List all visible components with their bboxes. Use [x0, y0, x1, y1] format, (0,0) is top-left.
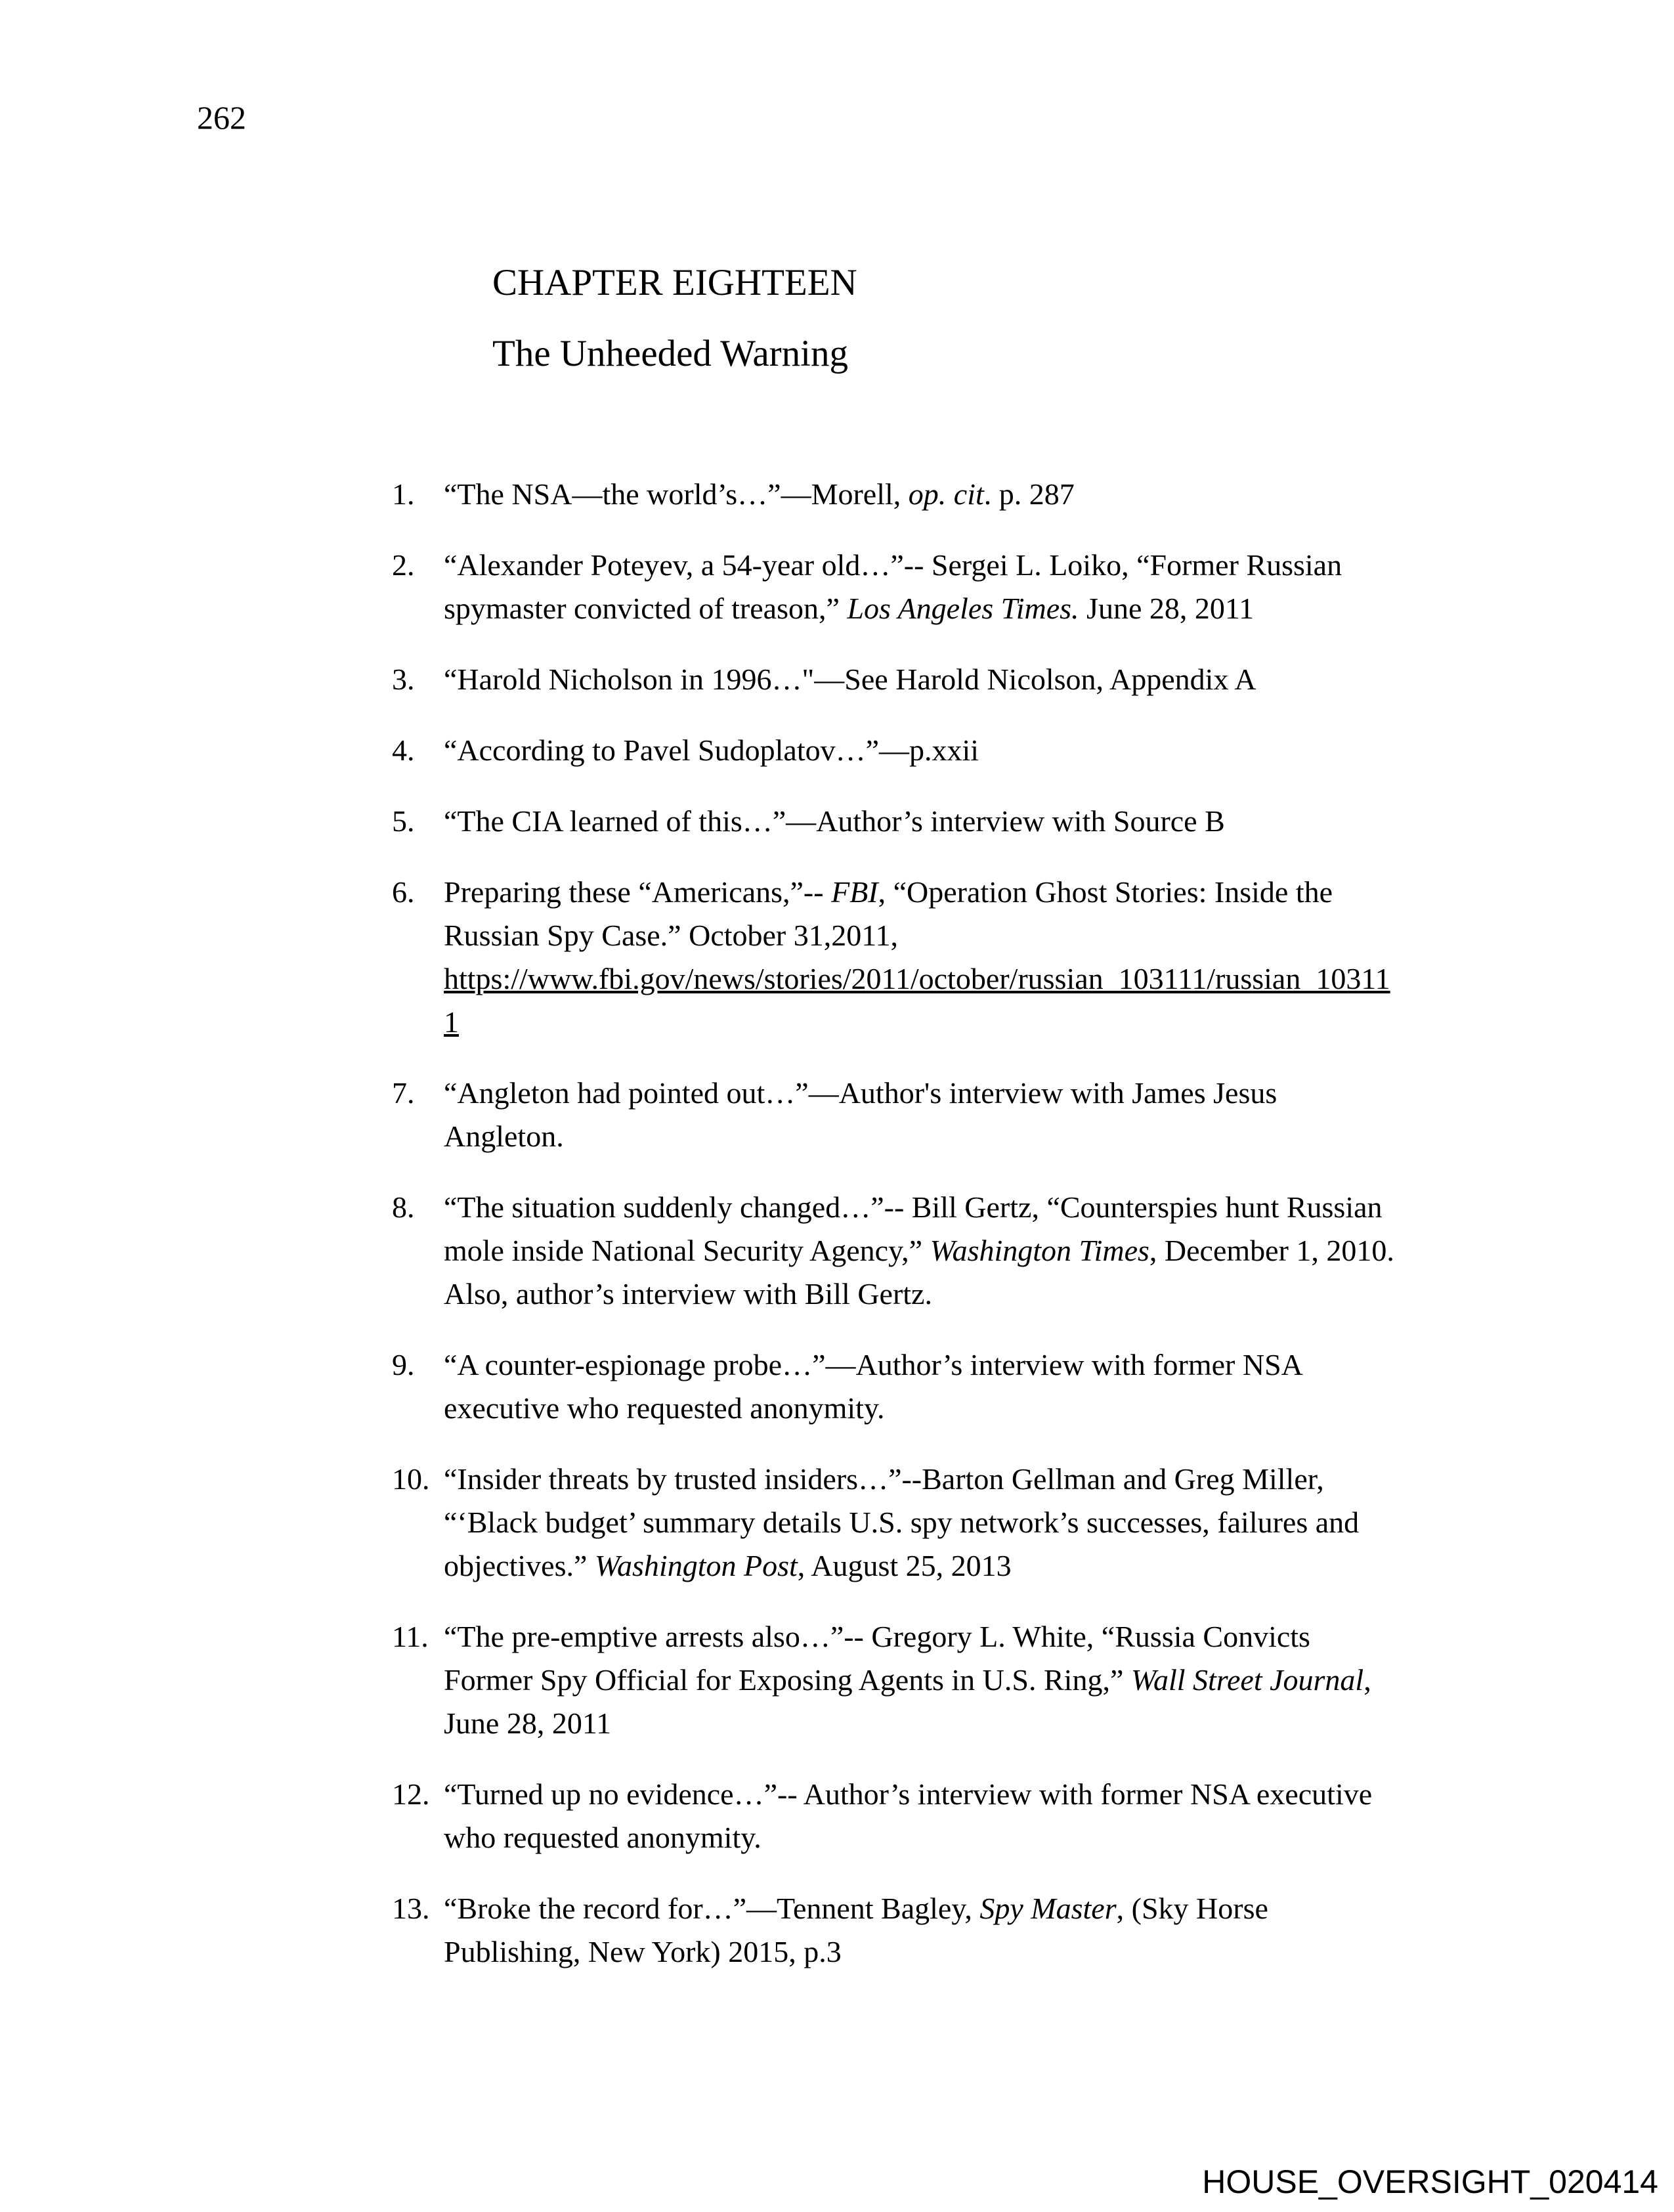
citation-item: [392, 1343, 1495, 1430]
citation-line: [444, 1387, 1495, 1430]
citation-item: [392, 473, 1495, 516]
citation-number: 9.: [392, 1348, 415, 1381]
citation-number: 6.: [392, 875, 415, 909]
citation-item: [392, 729, 1495, 772]
citation-segment: objectives.”: [444, 1549, 595, 1582]
citation-line: [444, 1930, 1495, 1974]
citation-segment: “The pre-emptive arrests also…”-- Gregory L. White, “Russia Convicts: [444, 1620, 1310, 1653]
citation-line: [444, 871, 1495, 914]
citation-number: 5.: [392, 804, 415, 838]
citation-segment: Former Spy Official for Exposing Agents in U.S. Ring,”: [444, 1663, 1131, 1697]
citation-number: 11.: [392, 1620, 429, 1653]
citation-segment: “Turned up no evidence…”-- Author’s interview with former NSA executive: [444, 1777, 1373, 1811]
chapter-heading: CHAPTER EIGHTEEN: [492, 262, 857, 303]
citation-segment: “‘Black budget’ summary details U.S. spy network’s successes, failures and: [444, 1506, 1360, 1539]
citation-number: 12.: [392, 1777, 430, 1811]
citation-segment: Washington Post: [594, 1549, 798, 1582]
citation-line: [444, 1544, 1495, 1588]
citation-line: [444, 544, 1495, 587]
citation-line: [444, 800, 1495, 843]
citation-number: 2.: [392, 548, 415, 582]
citation-text: [444, 800, 1495, 843]
citation-segment: , December 1, 2010.: [1149, 1234, 1394, 1267]
citation-text: [444, 1773, 1495, 1859]
citation-segment: “According to Pavel Sudoplatov…”—p.xxii: [444, 733, 979, 767]
citation-item: [392, 658, 1495, 701]
citation-segment: Los Angeles Times.: [847, 592, 1079, 625]
page-number: 262: [197, 99, 246, 136]
citation-line: [444, 1659, 1495, 1702]
citation-item: [392, 1072, 1495, 1158]
citation-item: [392, 1773, 1495, 1859]
citation-segment: Wall Street Journal: [1130, 1663, 1364, 1697]
citation-segment: spymaster convicted of treason,”: [444, 592, 848, 625]
citation-segment: op. cit: [908, 477, 984, 511]
citation-segment: Angleton.: [444, 1119, 564, 1153]
citation-line: [444, 957, 1495, 1001]
citation-segment: “Alexander Poteyev, a 54-year old…”-- Sergei L. Loiko, “Former Russian: [444, 548, 1342, 582]
citation-line: [444, 1702, 1495, 1745]
citation-line: [444, 1115, 1495, 1158]
citation-line: [444, 1001, 1495, 1044]
bates-number: HOUSE_OVERSIGHT_020414: [1202, 2163, 1658, 2200]
citation-segment: mole inside National Security Agency,”: [444, 1234, 930, 1267]
citation-line: [444, 1816, 1495, 1859]
citation-segment: ,: [1363, 1663, 1371, 1697]
citation-segment: “A counter-espionage probe…”—Author’s interview with former NSA: [444, 1348, 1303, 1381]
citation-segment: who requested anonymity.: [444, 1821, 762, 1854]
citation-segment: “The CIA learned of this…”—Author’s interview with Source B: [444, 804, 1225, 838]
citation-item: [392, 800, 1495, 843]
citation-number: 3.: [392, 662, 415, 696]
citation-number: 13.: [392, 1892, 430, 1925]
citation-segment: “The NSA—the world’s…”—Morell,: [444, 477, 909, 511]
citation-number: 7.: [392, 1076, 415, 1110]
chapter-subtitle: The Unheeded Warning: [492, 333, 849, 374]
citation-segment: “Insider threats by trusted insiders…”--Barton Gellman and Greg Miller,: [444, 1462, 1324, 1496]
citation-text: [444, 473, 1495, 516]
citation-text: [444, 1615, 1495, 1745]
citation-url-link[interactable]: 1: [444, 1005, 459, 1039]
citation-segment: executive who requested anonymity.: [444, 1391, 885, 1425]
citation-text: [444, 729, 1495, 772]
citation-segment: . p. 287: [983, 477, 1075, 511]
citation-item: [392, 544, 1495, 630]
citation-segment: “Harold Nicholson in 1996…"—See Harold Nicolson, Appendix A: [444, 662, 1256, 696]
citation-segment: “Angleton had pointed out…”—Author's interview with James Jesus: [444, 1076, 1277, 1110]
citation-segment: June 28, 2011: [444, 1706, 612, 1740]
citation-item: [392, 1458, 1495, 1588]
citation-item: [392, 871, 1495, 1044]
citation-number: 8.: [392, 1190, 415, 1224]
citation-text: [444, 544, 1495, 630]
citation-url-link[interactable]: https://www.fbi.gov/news/stories/2011/october/russian_103111/russian_10311: [444, 962, 1390, 995]
citation-text: [444, 871, 1495, 1044]
citation-segment: Preparing these “Americans,”--: [444, 875, 832, 909]
citation-line: [444, 473, 1495, 516]
citation-number: 4.: [392, 733, 415, 767]
citation-item: [392, 1615, 1495, 1745]
citation-number: 1.: [392, 477, 415, 511]
citation-line: [444, 1501, 1495, 1544]
citation-number: 10.: [392, 1462, 430, 1496]
citation-segment: , August 25, 2013: [797, 1549, 1012, 1582]
citation-line: [444, 914, 1495, 957]
citation-line: [444, 1229, 1495, 1272]
citation-text: [444, 658, 1495, 701]
citation-segment: Publishing, New York) 2015, p.3: [444, 1935, 842, 1968]
citation-line: [444, 1458, 1495, 1501]
citation-line: [444, 1272, 1495, 1316]
citation-line: [444, 729, 1495, 772]
citation-segment: Also, author’s interview with Bill Gertz.: [444, 1277, 932, 1311]
citation-segment: , “Operation Ghost Stories: Inside the: [878, 875, 1333, 909]
citation-line: [444, 1072, 1495, 1115]
citation-text: [444, 1343, 1495, 1430]
citation-segment: , (Sky Horse: [1116, 1892, 1268, 1925]
citation-line: [444, 1615, 1495, 1659]
citation-text: [444, 1887, 1495, 1974]
citation-line: [444, 658, 1495, 701]
citation-line: [444, 1773, 1495, 1816]
citation-segment: Spy Master: [979, 1892, 1117, 1925]
citation-text: [444, 1072, 1495, 1158]
citation-text: [444, 1458, 1495, 1588]
citation-segment: June 28, 2011: [1079, 592, 1255, 625]
citation-line: [444, 1887, 1495, 1930]
citation-segment: FBI: [831, 875, 878, 909]
citation-line: [444, 1186, 1495, 1229]
citation-segment: Russian Spy Case.” October 31,2011,: [444, 919, 899, 952]
citation-segment: Washington Times: [930, 1234, 1149, 1267]
citation-text: [444, 1186, 1495, 1316]
citations-list: [392, 473, 1495, 2001]
citation-item: [392, 1887, 1495, 1974]
citation-segment: “Broke the record for…”—Tennent Bagley,: [444, 1892, 980, 1925]
citation-segment: “The situation suddenly changed…”-- Bill Gertz, “Counterspies hunt Russian: [444, 1190, 1383, 1224]
citation-item: [392, 1186, 1495, 1316]
citation-line: [444, 1343, 1495, 1387]
citation-line: [444, 587, 1495, 630]
